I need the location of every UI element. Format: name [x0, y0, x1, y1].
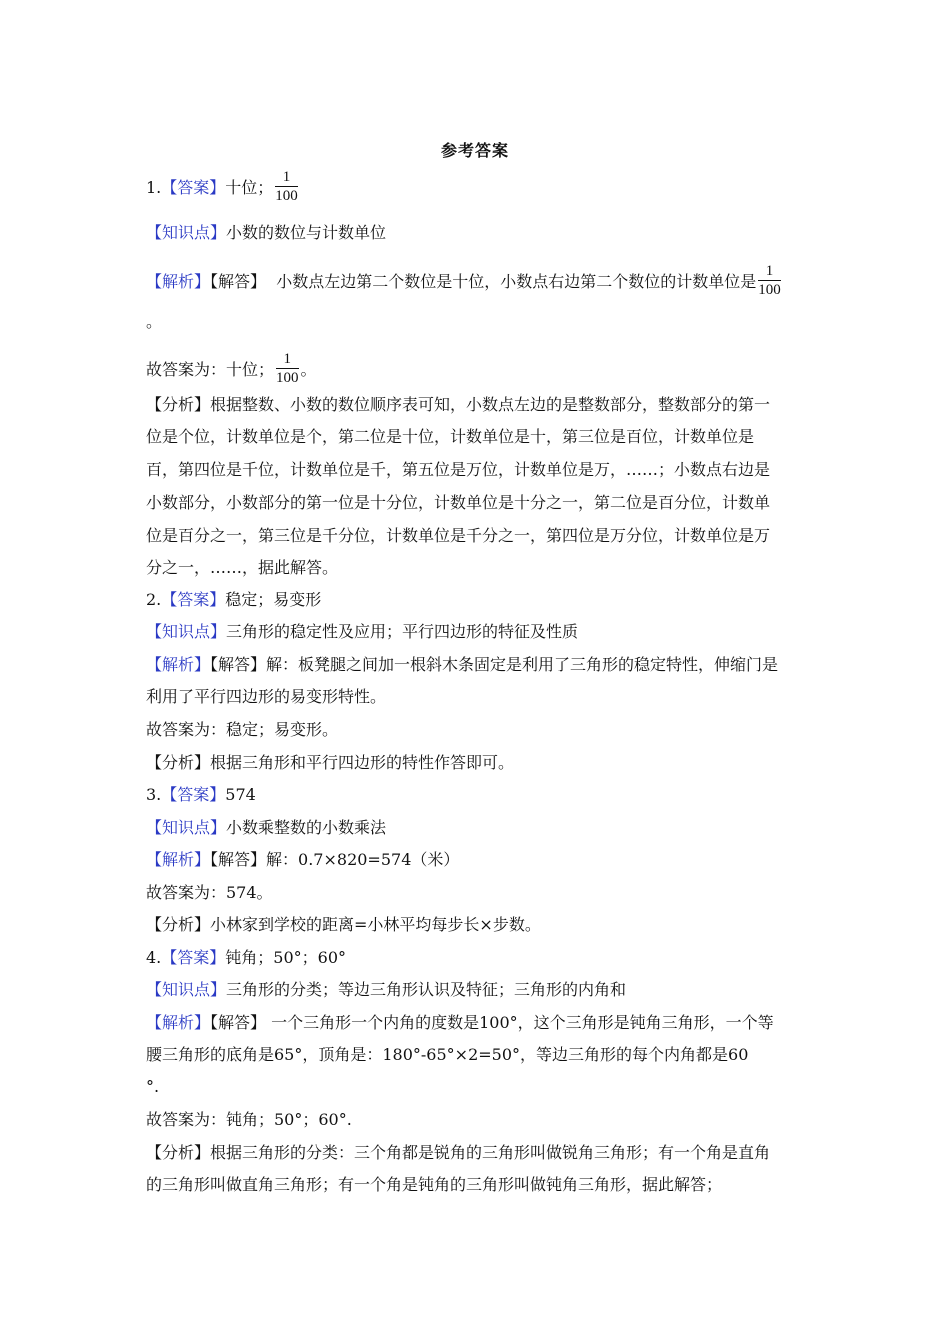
- q3-knowledge-line: [146, 818, 806, 838]
- fenxi-label: 【分析】: [146, 1143, 211, 1162]
- page-title: 参考答案: [440, 141, 509, 160]
- q1-final-end: 。: [300, 360, 317, 379]
- analysis-label: 【解析】: [146, 850, 211, 869]
- knowledge-label: 【知识点】: [146, 818, 227, 837]
- q1-jiexi-end: 。: [146, 312, 163, 331]
- fenxi-label: 【分析】: [146, 753, 211, 772]
- answer-label: 【答案】: [161, 948, 226, 967]
- q1-knowledge-line: [146, 223, 806, 243]
- q2-fenxi-text: 根据三角形和平行四边形的特性作答即可。: [210, 753, 515, 772]
- fraction-numerator: 1: [765, 263, 774, 279]
- fraction-denominator: 100: [758, 282, 781, 298]
- q1-answer-text: 十位；: [225, 178, 274, 197]
- q2-answer-text: 稳定；易变形: [225, 590, 322, 609]
- q1-final-text: 故答案为：十位；: [146, 360, 275, 379]
- analysis-label: 【解析】: [146, 272, 211, 291]
- q2-jiexi-line: 利用了平行四边形的易变形特性。: [146, 687, 387, 706]
- q4-knowledge-text: 三角形的分类；等边三角形认识及特征；三角形的内角和: [226, 980, 627, 999]
- q4-final-line: 故答案为：钝角；50°；60°.: [146, 1110, 352, 1129]
- answer-label: 【答案】: [161, 785, 226, 804]
- q2-jiexi-text: 解：板凳腿之间加一根斜木条固定是利用了三角形的稳定特性，伸缩门是: [266, 655, 779, 674]
- q4-answer-line: [146, 948, 806, 968]
- q1-final-line: [146, 352, 806, 389]
- q4-jiexi-line: 腰三角形的底角是65°，顶角是：180°-65°×2=50°，等边三角形的每个内角都是60: [146, 1045, 749, 1064]
- q4-fenxi-line: [146, 1143, 806, 1163]
- q2-final-line: 故答案为：稳定；易变形。: [146, 720, 339, 739]
- knowledge-label: 【知识点】: [146, 622, 227, 641]
- q2-knowledge-text: 三角形的稳定性及应用；平行四边形的特征及性质: [226, 622, 579, 641]
- q2-number: 2.: [146, 590, 162, 609]
- q4-fenxi-line: 的三角形叫做直角三角形；有一个角是钝角的三角形叫做钝角三角形，据此解答；: [146, 1175, 723, 1194]
- q1-fenxi-line: 分之一，……，据此解答。: [146, 558, 339, 577]
- knowledge-label: 【知识点】: [146, 223, 227, 242]
- q1-answer-fraction: [275, 168, 298, 205]
- q1-fenxi-text: 根据整数、小数的数位顺序表可知，小数点左边的是整数部分，整数部分的第一: [210, 395, 771, 414]
- q1-fenxi-line: 位是个位，计数单位是个，第二位是十位，计数单位是十，第三位是百位，计数单位是: [146, 427, 755, 446]
- fraction-numerator: 1: [282, 169, 291, 185]
- solution-label: 【解答】: [210, 1013, 267, 1032]
- q3-answer-line: [146, 785, 806, 805]
- q3-answer-text: 574: [225, 785, 256, 804]
- answer-label: 【答案】: [161, 590, 226, 609]
- q4-fenxi-text: 根据三角形的分类：三个角都是锐角的三角形叫做锐角三角形；有一个角是直角: [210, 1143, 771, 1162]
- fenxi-label: 【分析】: [146, 915, 211, 934]
- solution-label: 【解答】: [210, 850, 267, 869]
- answer-label: 【答案】: [161, 178, 226, 197]
- q1-fenxi-line: 小数部分，小数部分的第一位是十分位，计数单位是十分之一，第二位是百分位，计数单: [146, 493, 771, 512]
- solution-label: 【解答】: [210, 655, 267, 674]
- solution-label: 【解答】: [210, 272, 267, 291]
- knowledge-label: 【知识点】: [146, 980, 227, 999]
- q3-jiexi-line: [146, 850, 806, 870]
- q1-answer-line: [146, 170, 806, 207]
- q4-jiexi-line: °.: [146, 1077, 160, 1096]
- q1-number: 1.: [146, 178, 162, 197]
- fraction-numerator: 1: [283, 351, 292, 367]
- q2-knowledge-line: [146, 622, 806, 642]
- fenxi-label: 【分析】: [146, 395, 211, 414]
- q1-fenxi-line: [146, 395, 806, 415]
- q4-number: 4.: [146, 948, 162, 967]
- q1-jiexi-line: [146, 264, 806, 301]
- fraction-denominator: 100: [276, 370, 299, 386]
- q1-jiexi-fraction: [758, 262, 781, 299]
- q4-jiexi-line: [146, 1013, 806, 1033]
- q3-fenxi-text: 小林家到学校的距离=小林平均每步长×步数。: [210, 915, 541, 934]
- q2-answer-line: [146, 590, 806, 610]
- q1-jiexi-text: 小数点左边第二个数位是十位，小数点右边第二个数位的计数单位是: [266, 272, 757, 291]
- q3-number: 3.: [146, 785, 162, 804]
- q4-knowledge-line: [146, 980, 806, 1000]
- q4-jiexi-text: 一个三角形一个内角的度数是100°，这个三角形是钝角三角形，一个等: [266, 1013, 774, 1032]
- q2-fenxi-line: [146, 753, 806, 773]
- q2-jiexi-line: [146, 655, 806, 675]
- q1-fenxi-line: 百，第四位是千位，计数单位是千，第五位是万位，计数单位是万，……；小数点右边是: [146, 460, 771, 479]
- q3-final-line: 故答案为：574。: [146, 883, 273, 902]
- q3-knowledge-text: 小数乘整数的小数乘法: [226, 818, 387, 837]
- q3-jiexi-text: 解：0.7×820=574（米）: [266, 850, 460, 869]
- analysis-label: 【解析】: [146, 655, 211, 674]
- q1-final-fraction: [276, 350, 299, 387]
- q1-fenxi-line: 位是百分之一，第三位是千分位，计数单位是千分之一，第四位是万分位，计数单位是万: [146, 526, 771, 545]
- fraction-denominator: 100: [275, 188, 298, 204]
- q4-answer-text: 钝角；50°；60°: [225, 948, 347, 967]
- q3-fenxi-line: [146, 915, 806, 935]
- q1-knowledge-text: 小数的数位与计数单位: [226, 223, 387, 242]
- analysis-label: 【解析】: [146, 1013, 211, 1032]
